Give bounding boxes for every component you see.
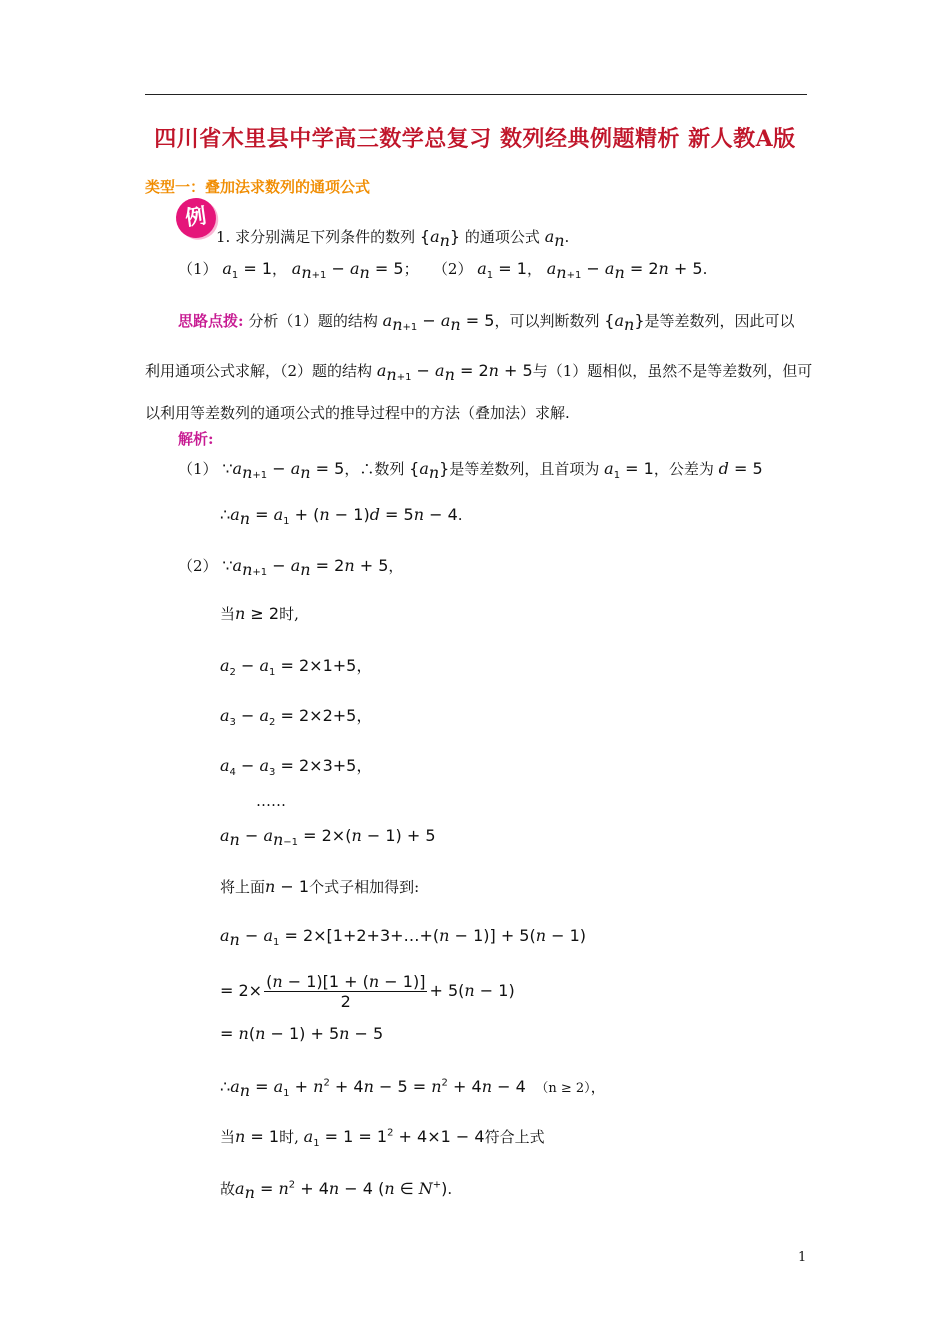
sum-statement: 将上面n − 1个式子相加得到: bbox=[220, 877, 420, 896]
result-n-ge-2: $\therefore a_n = a_1 + n^2 + 4n - 5 = n^2 + 4n - 4$ （n ≥ 2）， bbox=[220, 1077, 606, 1101]
hint-line-2: 利用通项公式求解，（2）题的结构 $a_{n+1} - a_n = 2n + 5$与（1）题相似，虽然不是等差数列，但可 bbox=[145, 361, 813, 385]
solution-1-line: （1） $\because a_{n+1} - a_n = 5$，∴数列 $\{a_n\}$是等差数列，且首项为 $a_1 = 1$，公差为 d = 5 bbox=[178, 459, 763, 483]
problem-intro: 1. 求分别满足下列条件的数列 $\{a_n\}$ 的通项公式 $a_n$. bbox=[216, 227, 570, 251]
math-cond-4: $a_{n+1} - a_n = 2n + 5$ bbox=[546, 259, 703, 283]
document-title: 四川省木里县中学高三数学总复习 数列经典例题精析 新人教A版 bbox=[154, 126, 796, 152]
equation-step-3: $a_4 - a_3 = 2\times 3+5$， bbox=[220, 756, 373, 779]
math-cond-2: $a_{n+1} - a_n = 5$ bbox=[291, 259, 404, 283]
final-answer: 故$a_n = n^2 + 4n - 4$ (n ∈ N+). bbox=[220, 1179, 453, 1203]
equation-step-n: $a_n - a_{n-1} = 2\times(n - 1) + 5$ bbox=[220, 826, 436, 850]
sum-simplified: = n(n − 1) + 5n − 5 bbox=[220, 1024, 384, 1043]
solution-2-line: （2） $\because a_{n+1} - a_n = 2n + 5$， bbox=[178, 556, 404, 580]
example-badge: 例 bbox=[173, 195, 218, 240]
math-cond-1: $a_1 = 1$ bbox=[222, 259, 273, 282]
math-general-term: $a_n$ bbox=[544, 227, 565, 251]
ellipsis: …… bbox=[256, 792, 286, 810]
solution-label: 解析: bbox=[178, 430, 214, 448]
solution-2-case: 当n ≥ 2时, bbox=[220, 604, 299, 623]
equation-step-2: $a_3 - a_2 = 2\times 2+5$， bbox=[220, 706, 373, 729]
page-number: 1 bbox=[798, 1250, 807, 1265]
hint-line-1: 思路点拨: 分析（1）题的结构 $a_{n+1} - a_n = 5$，可以判断数列 $\{a_n\}$是等差数列，因此可以 bbox=[178, 311, 795, 335]
math-cond-3: $a_1 = 1$ bbox=[477, 259, 527, 282]
problem-conditions: （1） $a_1 = 1$， $a_{n+1} - a_n = 5$； （2） $a_1 = 1$， $a_{n+1} - a_n = 2n + 5$. bbox=[178, 259, 708, 283]
hint-line-3: 以利用等差数列的通项公式的推导过程中的方法（叠加法）求解. bbox=[145, 404, 570, 422]
sum-equation: $a_n - a_1$ = 2×[1+2+3+…+(n − 1)] + 5(n − 1) bbox=[220, 926, 587, 950]
check-n-1: 当n = 1时, $a_1 = 1 = 1^2 + 4\times 1 - 4$符合上式 bbox=[220, 1127, 545, 1150]
sum-fraction-step: = 2× $\frac{(n - 1)[1 + (n - 1)]}{2}$ + 5(n − 1) bbox=[220, 972, 515, 1011]
equation-step-1: $a_2 - a_1 = 2\times 1+5$， bbox=[220, 656, 373, 679]
header-rule bbox=[145, 94, 807, 95]
math-sequence: $\{a_n\}$ bbox=[419, 227, 461, 251]
solution-1-result: $\therefore a_n = a_1 + (n - 1)d = 5n - 4$. bbox=[220, 505, 463, 529]
section-heading: 类型一：叠加法求数列的通项公式 bbox=[145, 178, 371, 196]
